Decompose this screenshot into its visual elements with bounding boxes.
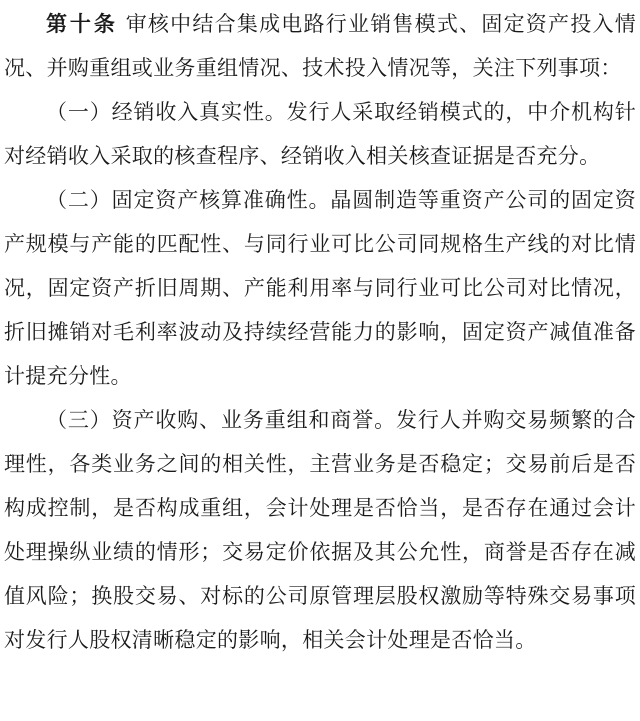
item-marker-1: （一） — [46, 100, 112, 124]
item-marker-3: （三） — [46, 408, 112, 432]
item-paragraph-1 — [4, 90, 636, 178]
item-marker-2: （二） — [46, 188, 112, 212]
article-paragraph — [4, 2, 636, 90]
article-number: 第十条 — [46, 11, 118, 36]
item-text-1: 经销收入真实性。发行人采取经销模式的，中介机构针对经销收入采取的核查程序、经销收入相关核查证据是否充分。 — [4, 100, 636, 168]
article-intro: 审核中结合集成电路行业销售模式、固定资产投入情况、并购重组或业务重组情况、技术投入情况等，关注下列事项： — [4, 12, 637, 80]
item-paragraph-2 — [4, 178, 636, 398]
item-text-3: 资产收购、业务重组和商誉。发行人并购交易频繁的合理性，各类业务之间的相关性，主营业务是否稳定；交易前后是否构成控制，是否构成重组，会计处理是否恰当，是否存在通过会计处理操纵业绩的情形；交易定价依据及其公允性，商誉是否存在减值风险；换股交易、对标的公司原管理层股权激励等特殊交易事项对发行人股权清晰稳定的影响，相关会计处理是否恰当。 — [4, 408, 636, 652]
item-paragraph-3 — [4, 398, 636, 662]
item-text-2: 固定资产核算准确性。晶圆制造等重资产公司的固定资产规模与产能的匹配性、与同行业可比公司同规格生产线的对比情况，固定资产折旧周期、产能利用率与同行业可比公司对比情况，折旧摊销对毛利率波动及持续经营能力的影响，固定资产减值准备计提充分性。 — [4, 188, 636, 388]
